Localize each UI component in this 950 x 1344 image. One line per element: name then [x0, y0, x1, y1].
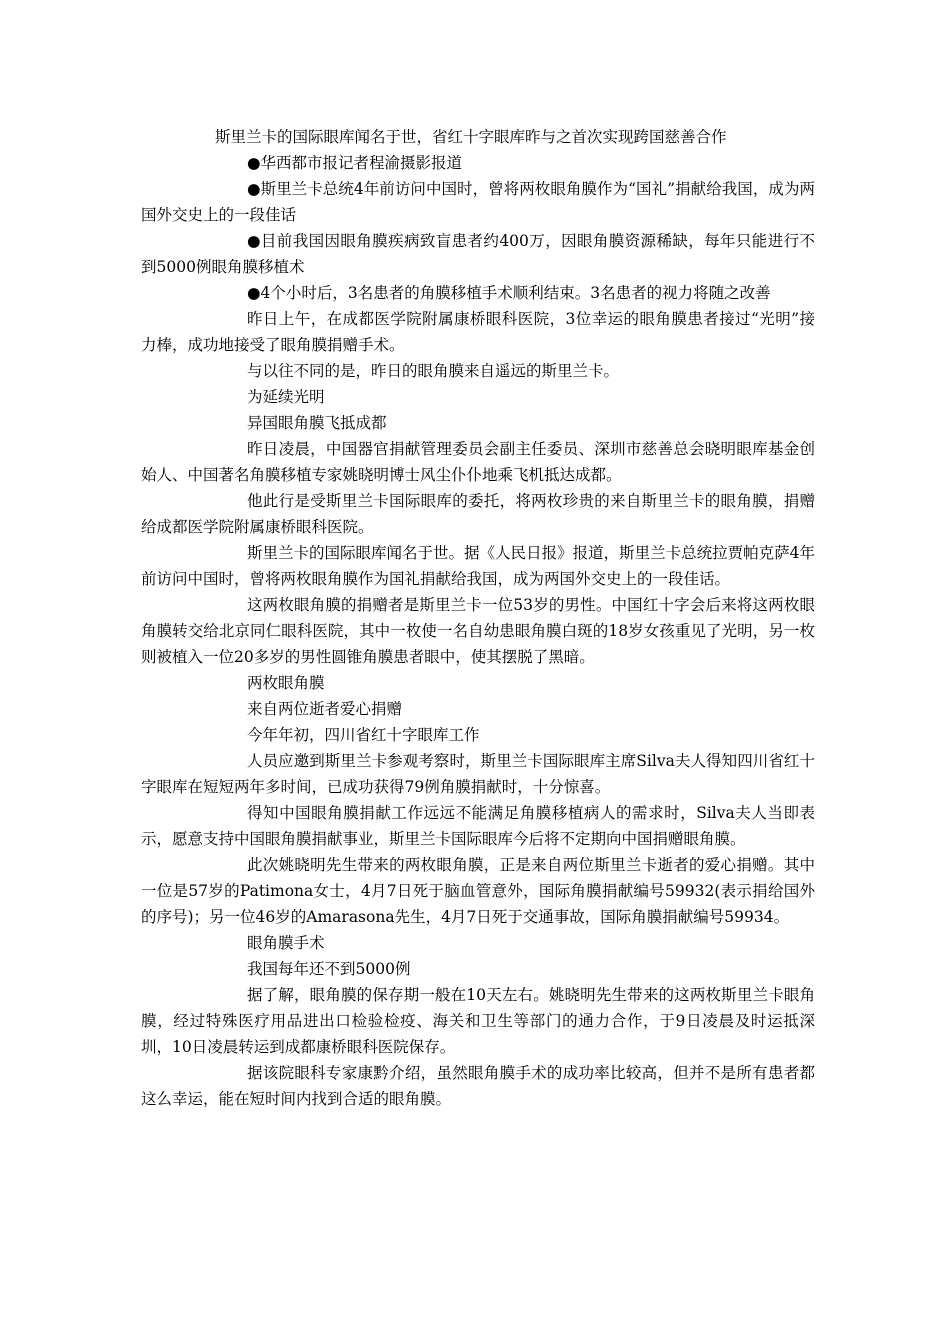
summary-bullet: ●目前我国因眼角膜疾病致盲患者约400万，因眼角膜资源稀缺，每年只能进行不到5000例眼角膜移植术 [141, 232, 815, 276]
paragraph: 昨日凌晨，中国器官捐献管理委员会副主任委员、深圳市慈善总会晓明眼库基金创始人、中国著名角膜移植专家姚晓明博士风尘仆仆地乘飞机抵达成都。 [141, 440, 815, 484]
paragraph: 据了解，眼角膜的保存期一般在10天左右。姚晓明先生带来的这两枚斯里兰卡眼角膜，经过特殊医疗用品进出口检验检疫、海关和卫生等部门的通力合作，于9日凌晨及时运抵深圳，10日凌晨转运到成都康桥眼科医院保存。 [141, 986, 815, 1056]
section-heading: 两枚眼角膜 [247, 674, 325, 692]
byline: ●华西都市报记者程渝摄影报道 [247, 154, 463, 172]
paragraph: 斯里兰卡的国际眼库闻名于世。据《人民日报》报道，斯里兰卡总统拉贾帕克萨4年前访问中国时，曾将两枚眼角膜作为国礼捐献给我国，成为两国外交史上的一段佳话。 [141, 544, 815, 588]
section-heading: 眼角膜手术 [247, 934, 325, 952]
paragraph: 据该院眼科专家康黔介绍，虽然眼角膜手术的成功率比较高，但并不是所有患者都这么幸运，能在短时间内找到合适的眼角膜。 [141, 1064, 815, 1108]
paragraph: 今年年初，四川省红十字眼库工作 [247, 726, 480, 744]
summary-bullet: ●斯里兰卡总统4年前访问中国时，曾将两枚眼角膜作为“国礼”捐献给我国，成为两国外交史上的一段佳话 [141, 180, 815, 224]
paragraph: 得知中国眼角膜捐献工作远远不能满足角膜移植病人的需求时，Silva夫人当即表示，愿意支持中国眼角膜捐献事业，斯里兰卡国际眼库今后将不定期向中国捐赠眼角膜。 [141, 804, 815, 848]
paragraph: 人员应邀到斯里兰卡参观考察时，斯里兰卡国际眼库主席Silva夫人得知四川省红十字眼库在短短两年多时间，已成功获得79例角膜捐献时，十分惊喜。 [141, 752, 815, 796]
document-body [141, 124, 815, 1112]
paragraph: 昨日上午，在成都医学院附属康桥眼科医院，3位幸运的眼角膜患者接过“光明”接力棒，成功地接受了眼角膜捐赠手术。 [141, 310, 815, 354]
paragraph: 与以往不同的是，昨日的眼角膜来自遥远的斯里兰卡。 [247, 362, 620, 380]
section-heading: 异国眼角膜飞抵成都 [247, 414, 387, 432]
paragraph: 他此行是受斯里兰卡国际眼库的委托，将两枚珍贵的来自斯里兰卡的眼角膜，捐赠给成都医学院附属康桥眼科医院。 [141, 492, 815, 536]
section-heading: 来自两位逝者爱心捐赠 [247, 700, 403, 718]
article-title: 斯里兰卡的国际眼库闻名于世，省红十字眼库昨与之首次实现跨国慈善合作 [215, 128, 727, 146]
section-heading: 我国每年还不到5000例 [247, 960, 411, 978]
summary-bullet: ●4个小时后，3名患者的角膜移植手术顺利结束。3名患者的视力将随之改善 [247, 284, 771, 302]
paragraph: 这两枚眼角膜的捐赠者是斯里兰卡一位53岁的男性。中国红十字会后来将这两枚眼角膜转交给北京同仁眼科医院，其中一枚使一名自幼患眼角膜白斑的18岁女孩重见了光明，另一枚则被植入一位20多岁的男性圆锥角膜患者眼中，使其摆脱了黑暗。 [141, 596, 815, 666]
section-heading: 为延续光明 [247, 388, 325, 406]
paragraph: 此次姚晓明先生带来的两枚眼角膜，正是来自两位斯里兰卡逝者的爱心捐赠。其中一位是57岁的Patimona女士，4月7日死于脑血管意外，国际角膜捐献编号59932(表示捐给国外的序号)；另一位46岁的Amarasona先生，4月7日死于交通事故，国际角膜捐献编号59934。 [141, 856, 815, 926]
